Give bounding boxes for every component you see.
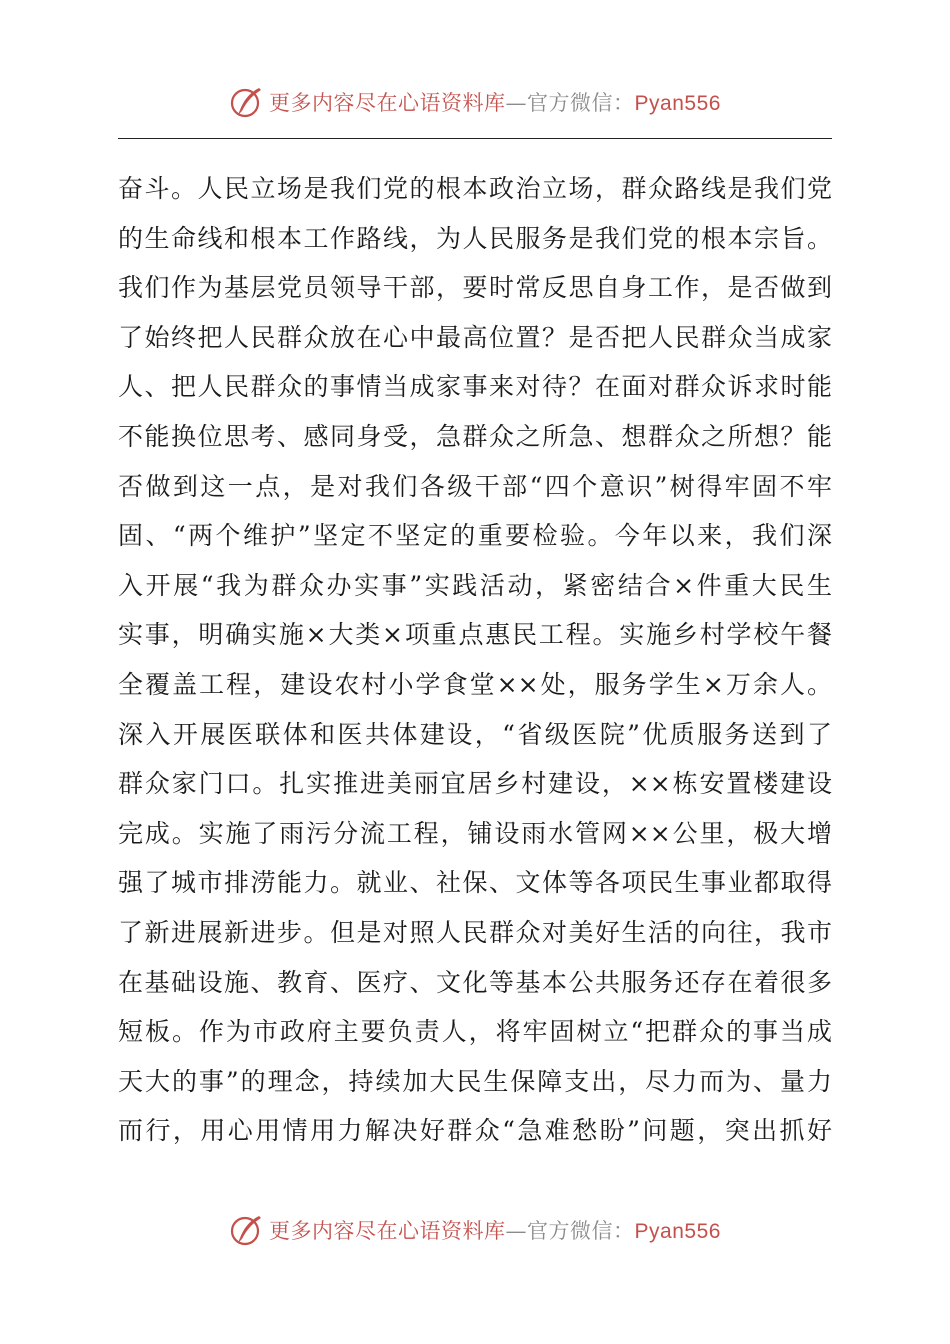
body-line: 实事，明确实施×大类×项重点惠民工程。实施乡村学校午餐 [118, 620, 832, 650]
quill-pen-logo-icon [229, 84, 265, 120]
body-line: 我们作为基层党员领导干部，要时常反思自身工作，是否做到 [118, 273, 832, 303]
quill-pen-logo-icon [229, 1212, 265, 1248]
body-line: 的生命线和根本工作路线，为人民服务是我们党的根本宗旨。 [118, 223, 832, 253]
header-dash: — [505, 91, 528, 115]
header-divider [118, 138, 832, 139]
body-line: 否做到这一点，是对我们各级干部“四个意识”树得牢固不牢 [118, 471, 832, 501]
body-line: 全覆盖工程，建设农村小学食堂××处，服务学生×万余人。 [118, 669, 832, 699]
header-wechat-id: Pyan556 [634, 92, 721, 115]
footer-brand: 更多内容尽在心语资料库 [269, 1219, 506, 1243]
header-contact-label: 官方微信： [527, 91, 635, 115]
body-line: 不能换位思考、感同身受，急群众之所急、想群众之所想？能 [118, 421, 832, 451]
body-line: 奋斗。人民立场是我们党的根本政治立场，群众路线是我们党 [118, 174, 832, 203]
footer-banner [0, 1210, 950, 1250]
header-banner [0, 82, 950, 122]
footer-dash: — [505, 1219, 528, 1243]
body-line: 固、“两个维护”坚定不坚定的重要检验。今年以来，我们深 [118, 521, 832, 551]
body-line: 天大的事”的理念，持续加大民生保障支出，尽力而为、量力 [118, 1066, 832, 1096]
body-line: 了始终把人民群众放在心中最高位置？是否把人民群众当成家 [118, 322, 832, 352]
footer-text [269, 1215, 721, 1245]
body-line: 完成。实施了雨污分流工程，铺设雨水管网××公里，极大增 [118, 818, 832, 848]
body-line: 群众家门口。扎实推进美丽宜居乡村建设，××栋安置楼建设 [118, 769, 832, 799]
body-line: 而行，用心用情用力解决好群众“急难愁盼”问题，突出抓好 [118, 1116, 832, 1146]
body-line: 人、把人民群众的事情当成家事来对待？在面对群众诉求时能 [118, 372, 832, 402]
body-line: 短板。作为市政府主要负责人，将牢固树立“把群众的事当成 [118, 1017, 832, 1047]
header-text [269, 87, 721, 117]
body-line: 在基础设施、教育、医疗、文化等基本公共服务还存在着很多 [118, 967, 832, 997]
body-line: 了新进展新进步。但是对照人民群众对美好生活的向往，我市 [118, 917, 832, 947]
body-line: 入开展“我为群众办实事”实践活动，紧密结合×件重大民生 [118, 570, 832, 600]
body-line: 深入开展医联体和医共体建设，“省级医院”优质服务送到了 [118, 719, 832, 749]
header-brand: 更多内容尽在心语资料库 [269, 91, 506, 115]
document-body [118, 164, 832, 1156]
footer-contact-label: 官方微信： [527, 1219, 635, 1243]
body-line: 强了城市排涝能力。就业、社保、文体等各项民生事业都取得 [118, 868, 832, 898]
footer-wechat-id: Pyan556 [634, 1220, 721, 1243]
